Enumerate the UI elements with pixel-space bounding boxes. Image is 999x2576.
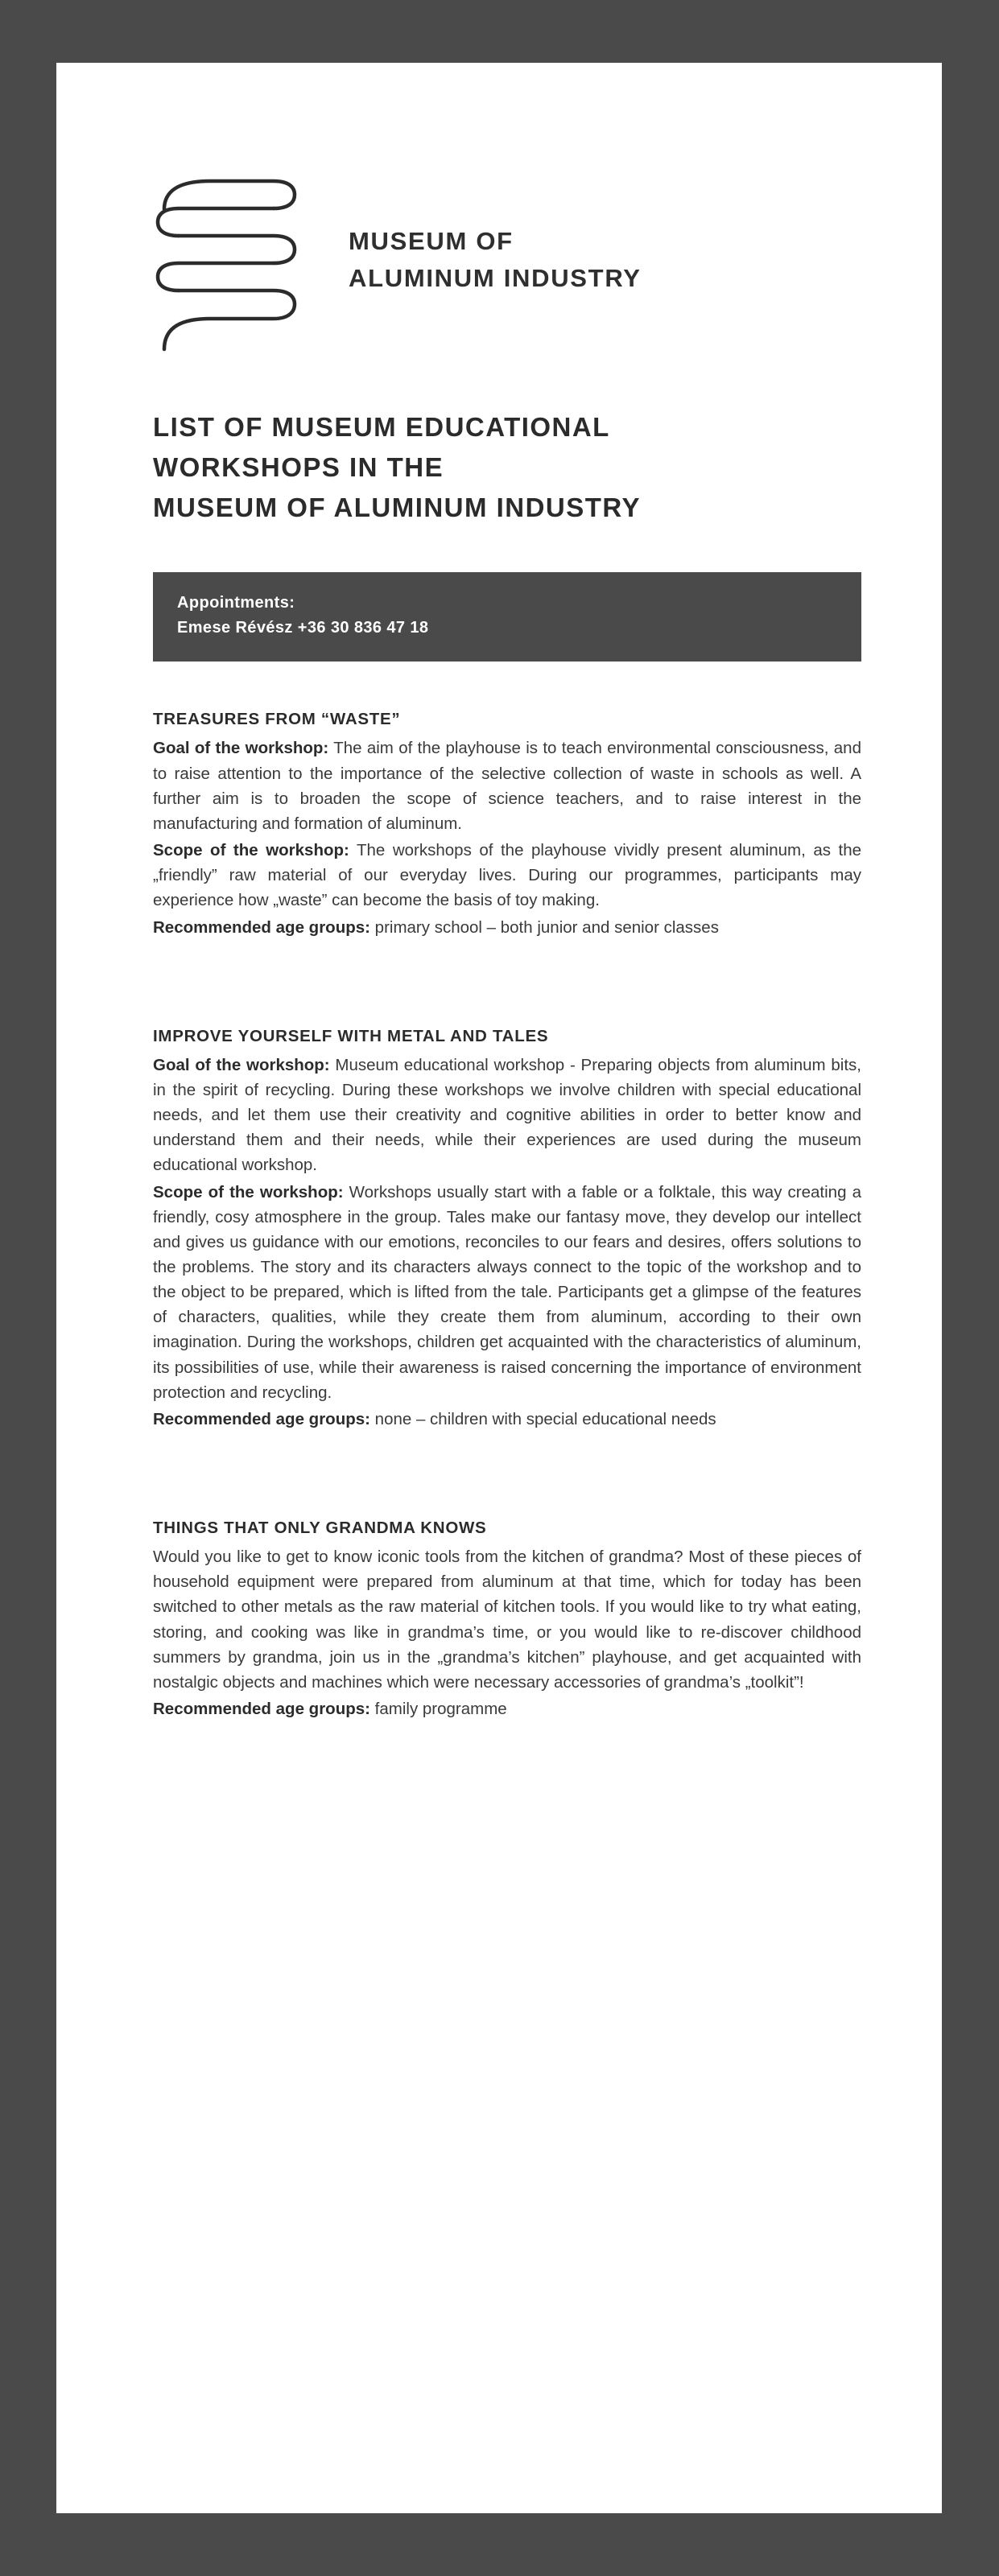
logo-wordmark: [349, 223, 642, 298]
goal-text: Museum educational workshop - Preparing objects from aluminum bits, in the spirit of recycling. During these workshops we involve children with special educational needs, and let them use their creativity and cognitive abilities in order to better know and understand them and their needs, while their experiences are used during the museum educational workshop.: [153, 1055, 861, 1175]
goal-label: Goal of the workshop:: [153, 1055, 330, 1074]
workshop-section-1: [153, 710, 861, 939]
page-title-line-3: MUSEUM OF ALUMINUM INDUSTRY: [153, 493, 641, 523]
workshop-age: [153, 1407, 861, 1432]
logo-block: [153, 159, 861, 361]
appointments-contact: Emese Révész +36 30 836 47 18: [177, 619, 429, 637]
appointments-label: Appointments:: [177, 594, 295, 612]
workshop-heading: THINGS THAT ONLY GRANDMA KNOWS: [153, 1519, 487, 1538]
workshop-goal: [153, 736, 861, 836]
workshop-section-3: [153, 1519, 861, 1721]
page-title-line-1: LIST OF MUSEUM EDUCATIONAL: [153, 412, 610, 442]
scope-label: Scope of the workshop:: [153, 1182, 344, 1201]
age-label: Recommended age groups:: [153, 1700, 370, 1718]
document-content: [153, 159, 861, 1723]
workshop-age: [153, 1696, 861, 1721]
goal-text: The aim of the playhouse is to teach environmental consciousness, and to raise attention to the importance of the selective collection of waste in schools as well. A further aim is to broaden the scope of science teachers, and to raise interest in the manufacturing and formation of aluminum.: [153, 739, 861, 833]
document-sheet: [56, 63, 942, 2513]
page-title-line-2: WORKSHOPS IN THE: [153, 452, 444, 483]
workshop-scope: [153, 1180, 861, 1405]
workshop-body: Would you like to get to know iconic tools from the kitchen of grandma? Most of these pieces of household equipment were prepared from aluminum at that time, which for today has been switched to other metals as the raw material of kitchen tools. If you would like to try what eating, storing, and cooking was like in grandma’s time, or you would like to re-discover childhood summers by grandma, join us in the „grandma’s kitchen” playhouse, and get acquainted with nostalgic objects and machines which were necessary accessories of grandma’s „toolkit”!: [153, 1548, 861, 1692]
scope-text: Workshops usually start with a fable or a folktale, this way creating a friendly, cosy atmosphere in the group. Tales make our fantasy move, they develop our intellect and gives us guidance with our emotions, reconciles to our fears and desires, offers solutions to the problems. The story and its characters always connect to the topic of the workshop and to the object to be prepared, which is lifted from the tale. Participants get a glimpse of the features of characters, qualities, while they create them from aluminum, according to their own imagination. During the workshops, children get acquainted with the characteristics of aluminum, its possibilities of use, while their awareness is raised concerning the importance of environment protection and recycling.: [153, 1182, 861, 1402]
workshop-heading: TREASURES FROM “WASTE”: [153, 710, 401, 729]
logo-line-1: MUSEUM OF: [349, 226, 514, 255]
workshop-section-2: [153, 1027, 861, 1432]
workshop-age: [153, 915, 861, 940]
age-text: none – children with special educational needs: [369, 1409, 716, 1428]
section-divider: [153, 942, 861, 979]
scope-label: Scope of the workshop:: [153, 841, 349, 860]
section-divider: [153, 1433, 861, 1470]
workshop-heading: IMPROVE YOURSELF WITH METAL AND TALES: [153, 1026, 549, 1045]
workshop-goal: [153, 1053, 861, 1178]
goal-label: Goal of the workshop:: [153, 739, 329, 758]
logo-line-2: ALUMINUM INDUSTRY: [349, 264, 642, 292]
coiled-aluminum-strip-icon: [153, 167, 310, 352]
page-title: [153, 407, 861, 528]
age-text: primary school – both junior and senior classes: [369, 917, 719, 937]
age-label: Recommended age groups:: [153, 1409, 370, 1428]
appointments-banner: [153, 572, 861, 662]
workshop-scope: [153, 838, 861, 913]
scope-text: The workshops of the playhouse vividly present aluminum, as the „friendly” raw material of our everyday lives. During our programmes, participants may experience how „waste” can become the basis of toy making.: [153, 841, 861, 910]
age-text: family programme: [369, 1700, 507, 1718]
age-label: Recommended age groups:: [153, 917, 370, 937]
